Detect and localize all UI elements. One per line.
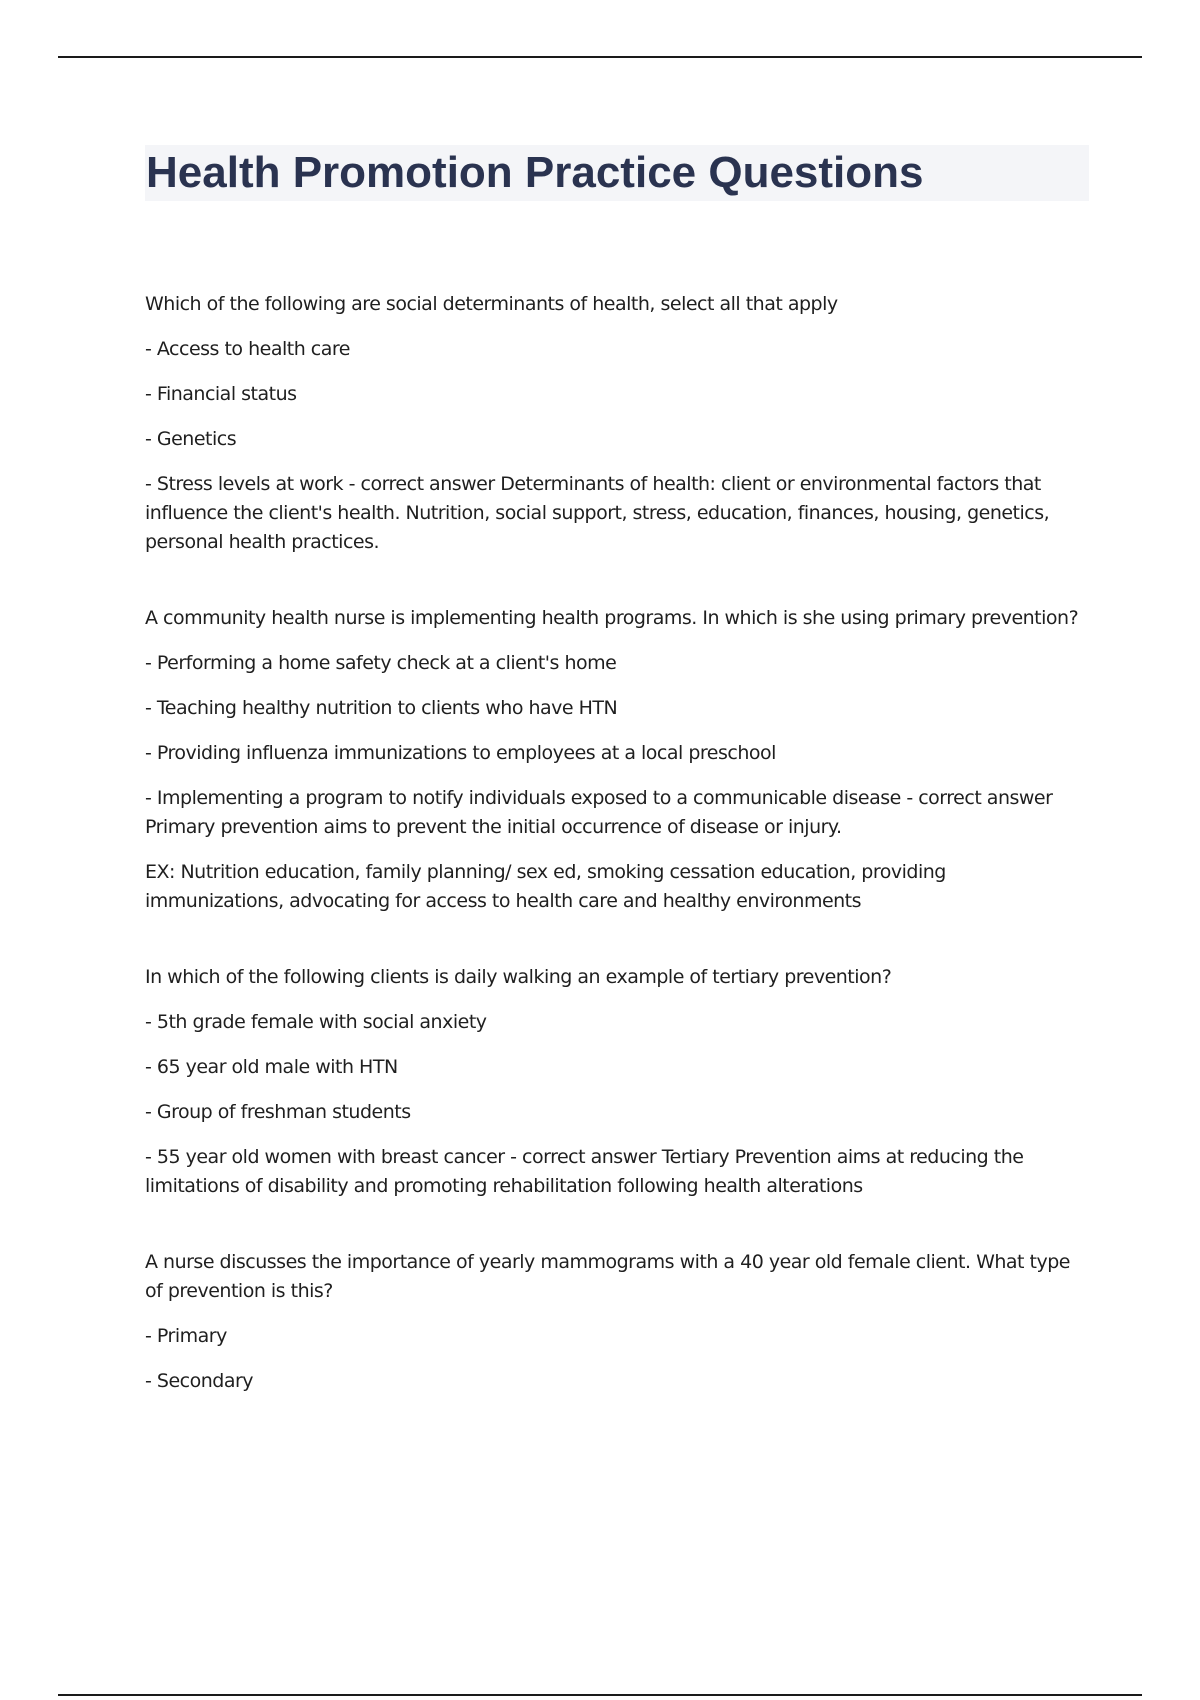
answer-option: - Genetics [145, 428, 237, 450]
question-stem: A nurse discusses the importance of yearly mammograms with a 40 year old female client. What type of prevention is this? [145, 1251, 1070, 1302]
answer-option: - Secondary [145, 1370, 254, 1392]
question-stem: In which of the following clients is daily walking an example of tertiary prevention? [145, 966, 892, 988]
answer-option: - Primary [145, 1325, 227, 1347]
question-block [145, 1248, 1089, 1396]
answer-option: - Providing influenza immunizations to employees at a local preschool [145, 742, 776, 764]
answer-option: - Teaching healthy nutrition to clients who have HTN [145, 697, 618, 719]
page-title: Health Promotion Practice Questions [146, 148, 924, 197]
rationale-example: EX: Nutrition education, family planning/ sex ed, smoking cessation education, providing immunizations, advocating for access to health care and healthy environments [145, 861, 946, 912]
question-block [145, 290, 1089, 557]
answer-option-with-rationale: - Stress levels at work - correct answer Determinants of health: client or environmental factors that influence the client's health. Nutrition, social support, stress, education, finances, housing, genetics, personal health practices. [145, 473, 1050, 553]
answer-option: - Access to health care [145, 338, 350, 360]
answer-option: - Group of freshman students [145, 1101, 411, 1123]
answer-option: - Performing a home safety check at a client's home [145, 652, 617, 674]
question-block [145, 604, 1089, 916]
answer-option: - Financial status [145, 383, 297, 405]
answer-option: - 5th grade female with social anxiety [145, 1011, 487, 1033]
footer-rule [58, 1694, 1142, 1696]
header-rule [58, 56, 1142, 58]
answer-option-with-rationale: - Implementing a program to notify individuals exposed to a communicable disease - correct answer Primary prevention aims to prevent the initial occurrence of disease or injury. [145, 787, 1053, 838]
question-list [145, 290, 1089, 1443]
question-block [145, 963, 1089, 1201]
question-stem: Which of the following are social determinants of health, select all that apply [145, 293, 838, 315]
question-stem: A community health nurse is implementing health programs. In which is she using primary prevention? [145, 607, 1079, 629]
answer-option-with-rationale: - 55 year old women with breast cancer - correct answer Tertiary Prevention aims at reducing the limitations of disability and promoting rehabilitation following health alterations [145, 1146, 1024, 1197]
answer-option: - 65 year old male with HTN [145, 1056, 398, 1078]
